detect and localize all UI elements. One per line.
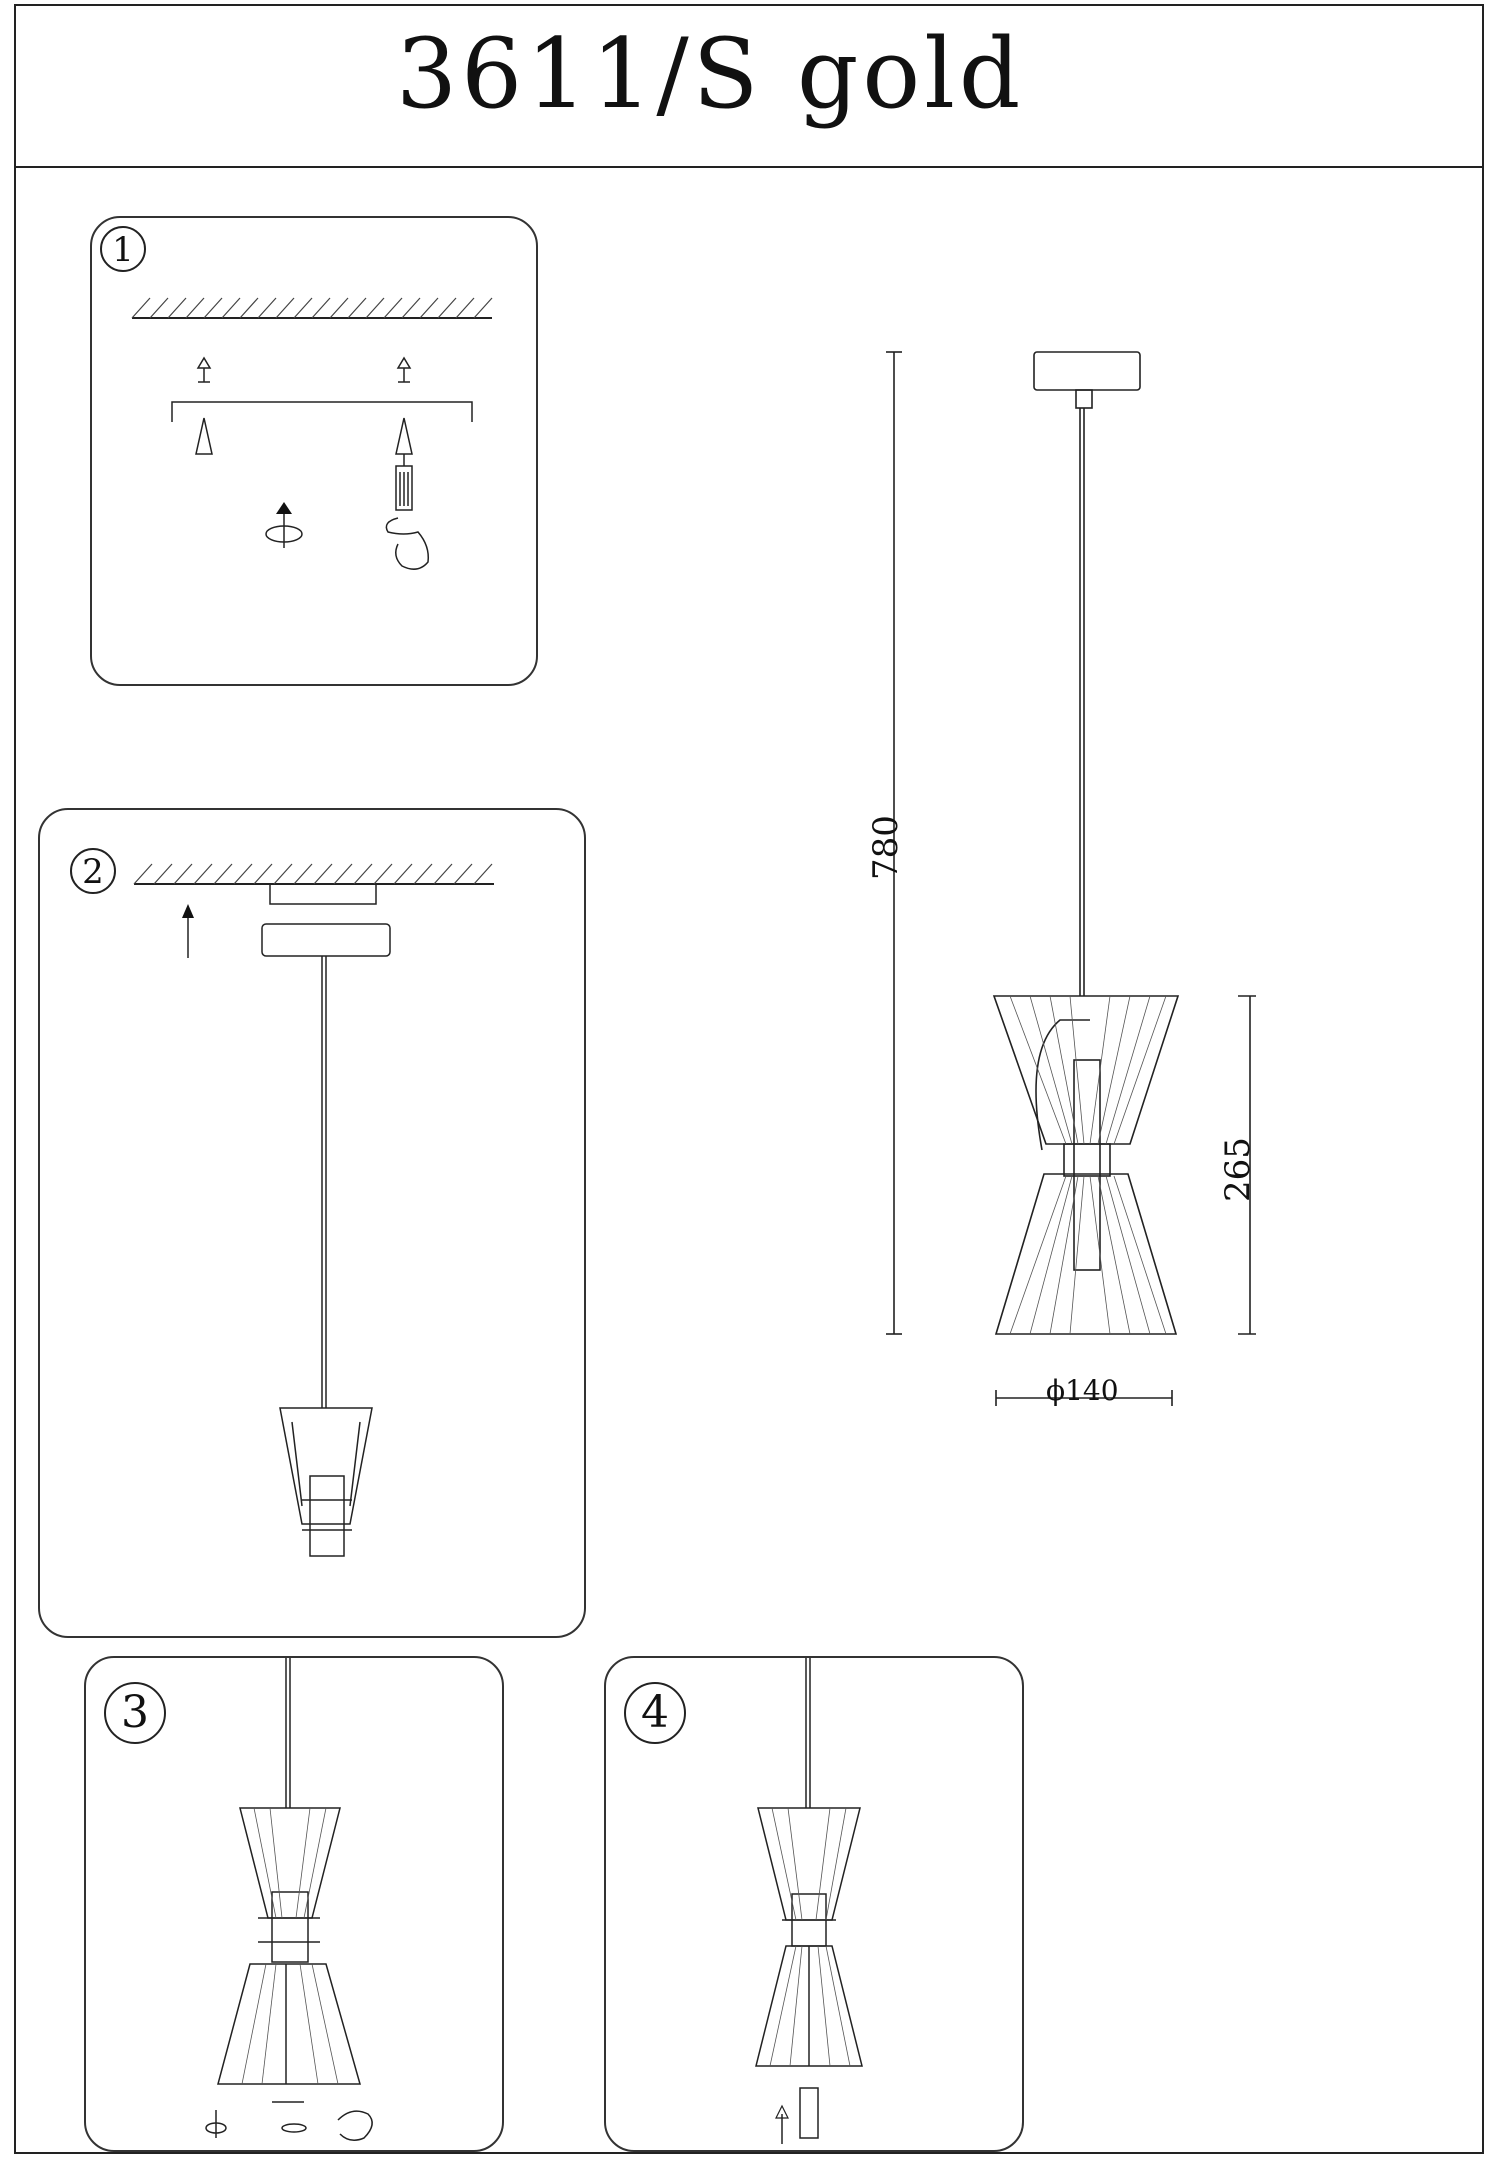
step-4-number: 4	[624, 1682, 686, 1744]
shade-height-label: 265	[1218, 1137, 1258, 1202]
step-4-panel	[604, 1656, 1024, 2152]
step-3-panel	[84, 1656, 504, 2152]
page-title: 3611/S gold	[396, 18, 1025, 130]
step-3-number: 3	[104, 1682, 166, 1744]
total-height-label: 780	[866, 815, 906, 880]
diameter-label: ϕ140	[1046, 1374, 1119, 1407]
step-1-number: 1	[100, 226, 146, 272]
step-3-illustration	[86, 1658, 506, 2154]
step-4-illustration	[606, 1658, 1026, 2154]
step-2-number: 2	[70, 848, 116, 894]
